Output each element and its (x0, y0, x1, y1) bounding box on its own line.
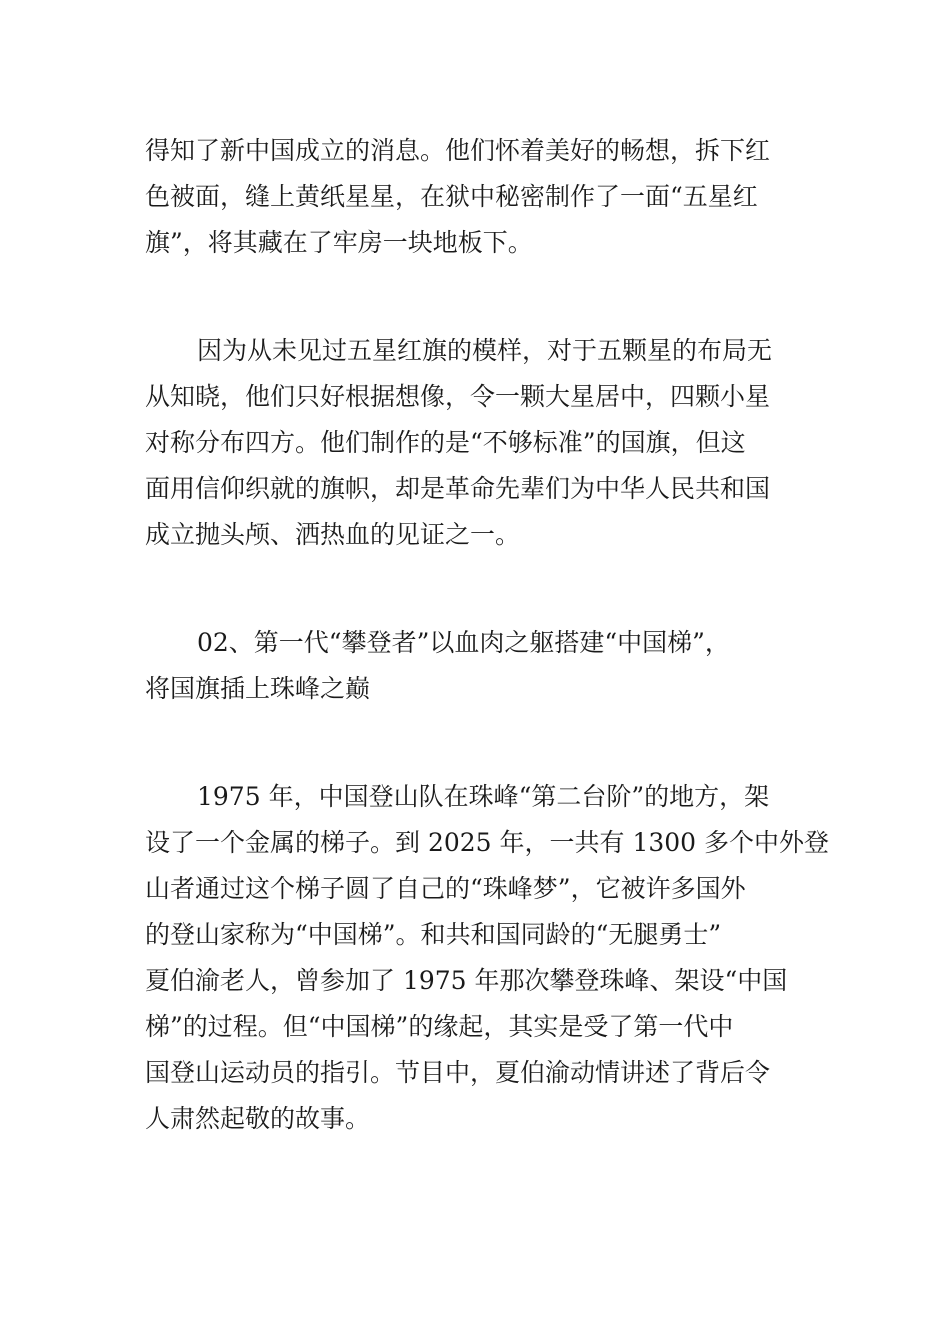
paragraph-line: 山者通过这个梯子圆了自己的“珠峰梦”，它被许多国外 (145, 874, 746, 903)
paragraph-line: 的登山家称为“中国梯”。和共和国同龄的“无腿勇士” (145, 920, 722, 949)
paragraph-star-layout (145, 328, 815, 558)
paragraph-line: 因为从未见过五星红旗的模样，对于五颗星的布局无 (197, 336, 773, 365)
paragraph-line: 设了一个金属的梯子。到 2025 年，一共有 1300 多个中外登 (145, 828, 830, 857)
paragraph-line: 梯”的过程。但“中国梯”的缘起，其实是受了第一代中 (145, 1012, 734, 1041)
paragraph-line: 人肃然起敬的故事。 (145, 1104, 371, 1133)
paragraph-line: 对称分布四方。他们制作的是“不够标准”的国旗，但这 (145, 428, 746, 457)
paragraph-flag-making (145, 128, 815, 266)
paragraph-line: 色被面，缝上黄纸星星，在狱中秘密制作了一面“五星红 (145, 182, 758, 211)
section-heading (145, 620, 815, 712)
paragraph-chinese-ladder (145, 774, 830, 1142)
heading-line: 将国旗插上珠峰之巅 (145, 674, 371, 703)
paragraph-line: 成立抛头颅、洒热血的见证之一。 (145, 520, 521, 549)
paragraph-line: 面用信仰织就的旗帜，却是革命先辈们为中华人民共和国 (145, 474, 771, 503)
paragraph-line: 1975 年，中国登山队在珠峰“第二台阶”的地方，架 (197, 782, 770, 811)
heading-line: 02、第一代“攀登者”以血肉之躯搭建“中国梯”， (197, 628, 730, 657)
paragraph-line: 旗”，将其藏在了牢房一块地板下。 (145, 228, 533, 257)
paragraph-line: 夏伯渝老人，曾参加了 1975 年那次攀登珠峰、架设“中国 (145, 966, 788, 995)
paragraph-line: 国登山运动员的指引。节目中，夏伯渝动情讲述了背后令 (145, 1058, 771, 1087)
paragraph-line: 得知了新中国成立的消息。他们怀着美好的畅想，拆下红 (145, 136, 771, 165)
paragraph-line: 从知晓，他们只好根据想像，令一颗大星居中，四颗小星 (145, 382, 771, 411)
